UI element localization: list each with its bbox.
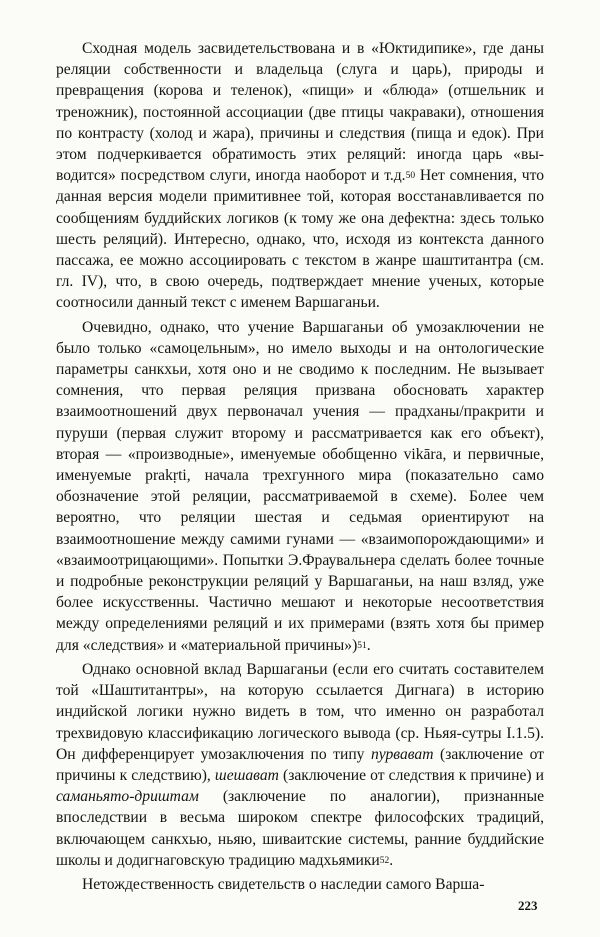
term-samanyato-drishtam: саманьято-дриштам [56, 788, 199, 806]
paragraph-1 [56, 38, 544, 314]
text-run: Очевидно, однако, что учение Варшаганьи об умозаключении не было только «самоцельным», но имело выходы и на онтологические параметры санкхьи, хотя оно и не сводимо к последним. Не вызывает сомнения, что первая реляция призвана обосновать характер взаимоотношений двух первоначал учения — прадханы/пракрити и пуруши (первая служит второму и рассматривается как его объект), вторая — «производные», именуемые обобщенно vikāra, и первичные, именуемые prakṛti, начала трехгунного мира (показательно само обозначение этой реляции, рассматриваемой в схеме). Более чем вероятно, что реляции шестая и седьмая ориентируют на взаимоотношение между самими гунами — «взаимопорождающими» и «взаимоотрицающими». Попытки Э.Фраувальнера сделать более точные и подробные реконструкции реляций у Варшаганьи, на наш взляд, уже более искусственны. Частично мешают и некоторые несоответствия между определениями реляций и их примерами (взять хотя бы пример для «следствия» и «материальной причины») [56, 318, 544, 654]
term-sheshavat: шешават [214, 766, 279, 784]
term-purvavat: пурвават [371, 745, 434, 763]
paragraph-3 [56, 659, 544, 871]
paragraph-4 [56, 874, 544, 895]
text-run: Нет сомнения, что данная версия модели примитивнее той, которая восстанавливается по сообщениям буддийских логиков (к тому же она дефектна: здесь только шесть реляций). Интересно, однако, что, исходя из контекста данного пассажа, ее можно ассоциировать с текстом в жанре шаштитантра (см. гл. IV), что, в свою очередь, подтверждает мнение ученых, которые соотносили данный текст с именем Варшаганьи. [56, 167, 544, 312]
footnote-ref-51[interactable]: 51 [357, 640, 367, 651]
page-number: 223 [518, 898, 538, 913]
text-run: Нетождественность свидетельств о наследии самого Варша- [82, 875, 485, 893]
body-text [56, 38, 544, 895]
text-run: Сходная модель засвидетельствована и в «Юктидипике», где даны реляции собственности и владельца (слуга и царь), природы и превращения (корова и теленок), «пищи» и «блюда» (отшельник и треножник), постоянной ассоциации (две птицы чакраваки), отношения по контрасту (холод и жара), причины и следствия (пища и едок). При этом подчеркивается обратимость этих реляций: иногда царь «выводится» посредством слуги, иногда наоборот и т.д. [56, 40, 544, 185]
text-run: (заключение от следствия к причине) и [278, 766, 544, 784]
text-run: . [366, 636, 371, 654]
paragraph-2 [56, 317, 544, 656]
text-run: Однако основной вклад Варшаганьи (если его считать составителем той «Шаштитантры», на которую ссылается Дигнага) в историю индийской логики нужно видеть в том, что именно он разработал трехвидовую классификацию логического вывода (ср. Ньяя-сутры I.1.5). Он дифференцирует умозаключения по типу [56, 660, 544, 763]
text-run: . [389, 851, 394, 869]
footnote-ref-52[interactable]: 52 [379, 855, 390, 866]
footnote-ref-50[interactable]: 50 [405, 171, 416, 182]
text-run: (заключение от причины к следствию), [56, 745, 544, 784]
text-run: (заключение по аналогии), признанные впоследствии в весьма широком спектре философских традиций, включающем санкхью, ньяю, шиваитские системы, ранние буддийские школы и додигнаговскую традицию мадхьямики [56, 788, 544, 869]
